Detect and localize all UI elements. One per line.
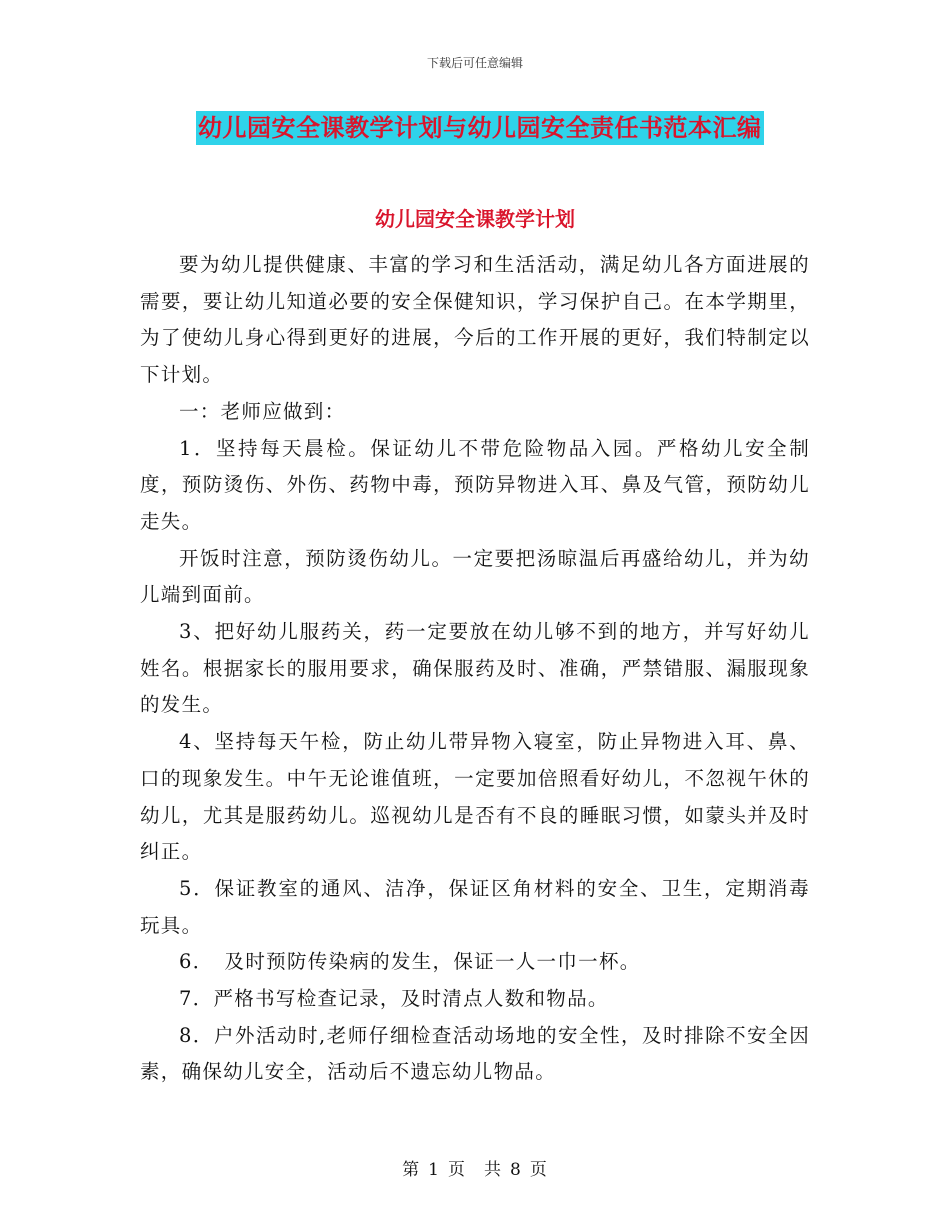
footer-suffix: 页	[529, 1160, 548, 1180]
paragraph: 开饭时注意，预防烫伤幼儿。一定要把汤晾温后再盛给幼儿，并为幼儿端到面前。	[140, 546, 810, 607]
paragraph: 4、坚持每天午检，防止幼儿带异物入寝室，防止异物进入耳、鼻、口的现象发生。中午无论谁值班，一定要加倍照看好幼儿，不忽视午休的幼儿，尤其是服药幼儿。巡视幼儿是否有不良的睡眠习惯，如蒙头并及时纠正。	[140, 730, 810, 864]
paragraph: 3、把好幼儿服药关，药一定要放在幼儿够不到的地方，并写好幼儿姓名。根据家长的服用要求，确保服药及时、准确，严禁错服、漏服现象的发生。	[140, 620, 810, 717]
paragraph: 8．户外活动时,老师仔细检查活动场地的安全性，及时排除不安全因素，确保幼儿安全，活动后不遗忘幼儿物品。	[140, 1023, 810, 1084]
section-title: 幼儿园安全课教学计划	[375, 207, 575, 231]
document-title: 幼儿园安全课教学计划与幼儿园安全责任书范本汇编	[196, 111, 764, 145]
page-footer	[0, 1155, 950, 1180]
footer-prefix: 第	[402, 1160, 421, 1180]
paragraph: 6． 及时预防传染病的发生，保证一人一巾一杯。	[179, 950, 641, 974]
document-body	[140, 247, 810, 1091]
footer-total-pages: 8	[510, 1160, 522, 1180]
paragraph: 1．坚持每天晨检。保证幼儿不带危险物品入园。严格幼儿安全制度，预防烫伤、外伤、药物中毒，预防异物进入耳、鼻及气管，预防幼儿走失。	[140, 436, 810, 533]
paragraph: 一：老师应做到：	[179, 399, 346, 423]
paragraph: 5．保证教室的通风、洁净，保证区角材料的安全、卫生，定期消毒玩具。	[140, 876, 810, 937]
paragraph: 7．严格书写检查记录，及时清点人数和物品。	[179, 987, 609, 1011]
footer-page-number: 1	[428, 1160, 440, 1180]
paragraph: 要为幼儿提供健康、丰富的学习和生活活动，满足幼儿各方面进展的需要，要让幼儿知道必要的安全保健知识，学习保护自己。在本学期里，为了使幼儿身心得到更好的进展，今后的工作开展的更好，我们特制定以下计划。	[140, 253, 810, 387]
footer-middle: 页 共	[448, 1160, 502, 1180]
page-header-note: 下载后可任意编辑	[426, 56, 523, 70]
